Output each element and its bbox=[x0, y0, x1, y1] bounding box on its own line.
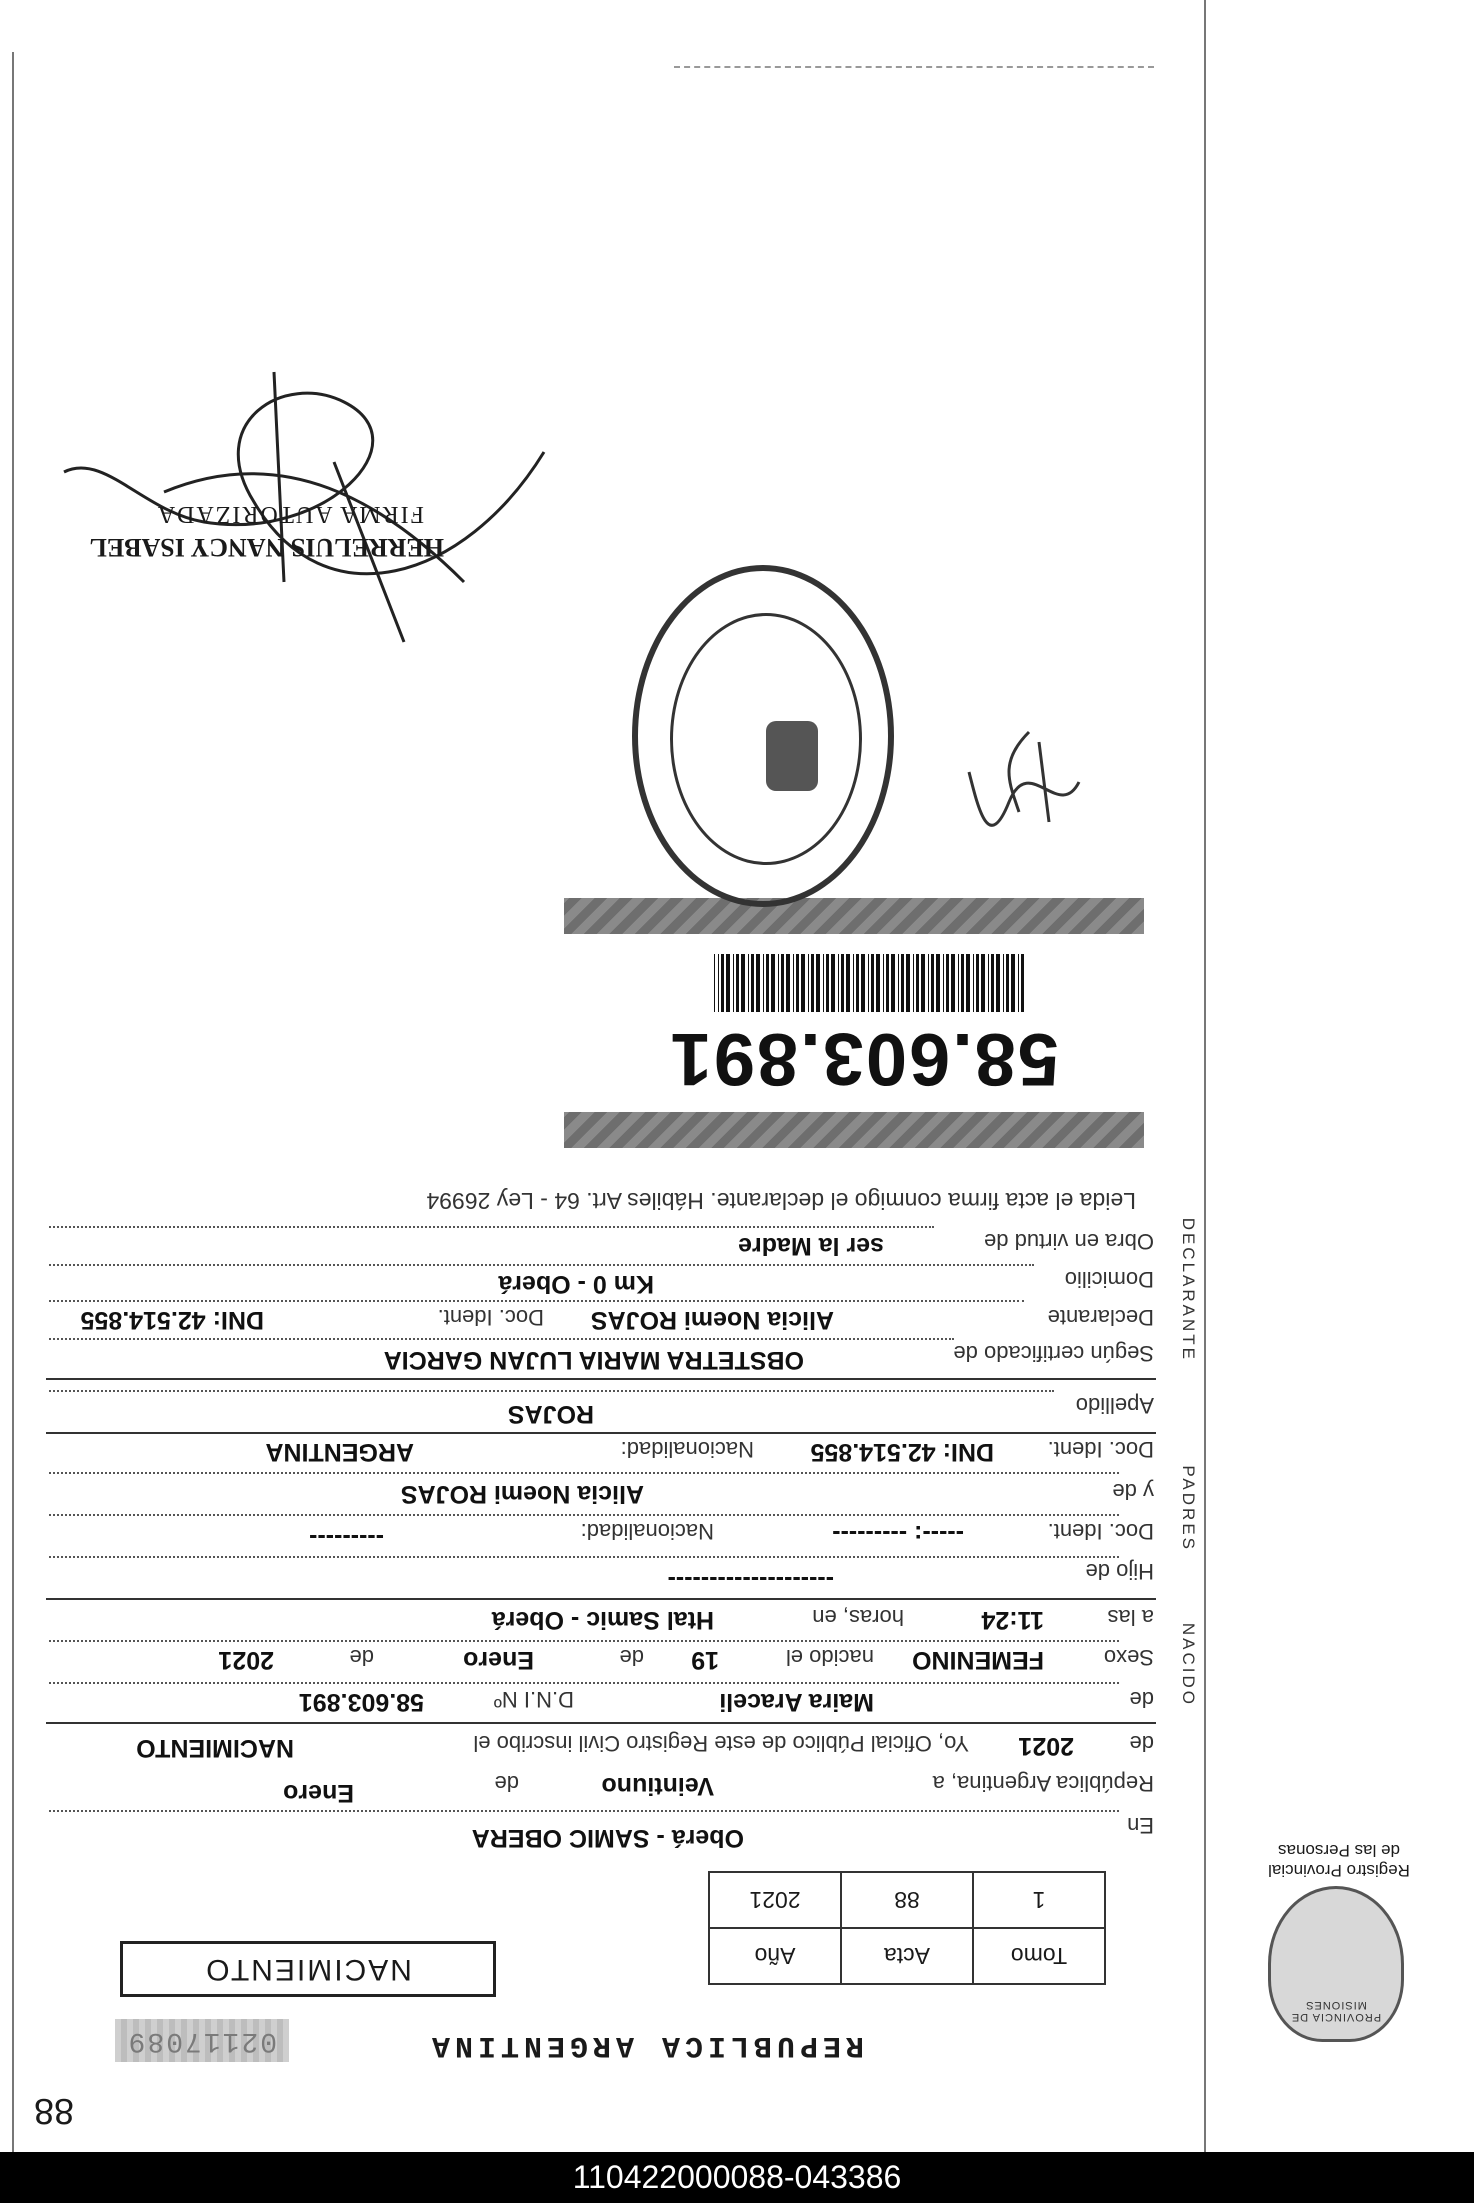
apellido-label: Apellido bbox=[1075, 1393, 1154, 1418]
y-de-label: y de bbox=[1112, 1479, 1154, 1504]
de-label: de bbox=[619, 1645, 644, 1670]
closing-text: Leida el acta firma conmigo el declarante. Hábiles Art. 64 - Ley 26994 bbox=[426, 1188, 1136, 1214]
dotted-line bbox=[49, 1514, 1119, 1516]
a-las-label: a las bbox=[1107, 1605, 1154, 1630]
de-label: de bbox=[349, 1645, 374, 1670]
nacionalidad-label: Nacionalidad: bbox=[580, 1519, 714, 1544]
domicilio-label: Domicilio bbox=[1064, 1267, 1154, 1292]
domicilio-value: Km 0 - Oberá bbox=[498, 1270, 654, 1298]
book-table bbox=[708, 1871, 1106, 1985]
apellido-value: ROJAS bbox=[507, 1400, 594, 1428]
father-name: -------------------- bbox=[667, 1566, 834, 1594]
dotted-line bbox=[49, 1338, 954, 1340]
table-cell: 88 bbox=[841, 1872, 973, 1928]
dni-band-top bbox=[564, 1112, 1144, 1148]
table-row bbox=[709, 1872, 1105, 1928]
declarante-name: Alicia Noemi ROJAS bbox=[590, 1306, 834, 1334]
birth-month: Enero bbox=[463, 1646, 534, 1674]
year-value: 2021 bbox=[1018, 1732, 1074, 1760]
dotted-line bbox=[49, 1556, 1119, 1558]
act-type-box: NACIMIENTO bbox=[120, 1941, 496, 1997]
dotted-line bbox=[49, 1300, 1024, 1302]
emblem-text: PROVINCIA DE MISIONES bbox=[1290, 1999, 1382, 2023]
dotted-line bbox=[49, 1640, 1119, 1642]
sexo-label: Sexo bbox=[1103, 1645, 1154, 1670]
father-nationality: --------- bbox=[309, 1524, 384, 1552]
initials-signature bbox=[959, 722, 1089, 842]
birth-place: Htal Samic - Oberá bbox=[491, 1606, 714, 1634]
mother-nationality: ARGENTINA bbox=[265, 1438, 414, 1466]
day-words: Veintiuno bbox=[601, 1772, 714, 1800]
child-dni: 58.603.891 bbox=[298, 1688, 424, 1716]
divider bbox=[46, 1722, 1156, 1724]
table-header-row bbox=[709, 1928, 1105, 1984]
dotted-line bbox=[49, 1226, 934, 1228]
table-cell: 1 bbox=[973, 1872, 1105, 1928]
sexo-value: FEMENINO bbox=[912, 1646, 1044, 1674]
birth-time: 11:24 bbox=[981, 1606, 1044, 1634]
de-label: de bbox=[1129, 1687, 1154, 1712]
mother-doc: DNI: 42.514.855 bbox=[810, 1438, 994, 1466]
dni-number: 58.603.891 bbox=[668, 1018, 1059, 1101]
mother-name: Alicia Noemi ROJAS bbox=[400, 1480, 644, 1508]
cert-label: Según certificado de bbox=[953, 1341, 1154, 1366]
obra-value: ser la Madre bbox=[738, 1232, 884, 1260]
dotted-line bbox=[49, 1264, 1034, 1266]
stamp-role: FIRMA AUTORIZADA bbox=[155, 501, 424, 527]
place-value: Oberá - SAMIC OBERA bbox=[471, 1824, 744, 1852]
horas-label: horas, en bbox=[812, 1605, 904, 1630]
month-value: Enero bbox=[283, 1779, 354, 1807]
birth-day: 19 bbox=[691, 1646, 719, 1674]
father-doc: -----: --------- bbox=[832, 1520, 964, 1548]
doc-label: Doc. Ident. bbox=[1047, 1519, 1154, 1544]
footer-code: 110422000088-043386 bbox=[0, 2152, 1474, 2203]
official-seal bbox=[632, 565, 894, 907]
dotted-line bbox=[49, 1810, 1119, 1812]
oficial-text: Yo, Oficial Público de este Registro Civil inscribo el bbox=[473, 1731, 969, 1756]
stamp-name: HERRELUIS NANCY ISABEL bbox=[89, 533, 444, 562]
cert-value: OBSTETRA MARIA LUJAN GARCIA bbox=[383, 1346, 804, 1374]
de-label: de bbox=[1129, 1731, 1154, 1756]
scan-header-marks bbox=[674, 66, 1154, 72]
de-label: de bbox=[494, 1771, 519, 1796]
dni-label: D.N.I Nº bbox=[493, 1687, 574, 1712]
barcode bbox=[714, 954, 1024, 1012]
obra-label: Obra en virtud de bbox=[984, 1229, 1154, 1254]
table-header: Acta bbox=[841, 1928, 973, 1984]
registry-line-2: de las Personas bbox=[1278, 1841, 1400, 1860]
doc-label: Doc. Ident. bbox=[437, 1305, 544, 1330]
section-label-declarante: DECLARANTE bbox=[1179, 1217, 1198, 1362]
hijo-de-label: Hijo de bbox=[1085, 1559, 1154, 1584]
right-margin-line bbox=[12, 52, 14, 2152]
republica-text: República Argentina, a bbox=[932, 1771, 1154, 1796]
doc-label: Doc. Ident. bbox=[1047, 1437, 1154, 1462]
dni-band-bottom bbox=[564, 898, 1144, 934]
serial-number: 02117089 bbox=[115, 2019, 289, 2062]
table-header: Año bbox=[709, 1928, 841, 1984]
divider bbox=[46, 1598, 1156, 1600]
declarante-doc: DNI: 42.514.855 bbox=[80, 1306, 264, 1334]
page-number: 88 bbox=[33, 2091, 74, 2132]
left-margin-line bbox=[1204, 0, 1206, 2152]
table-cell: 2021 bbox=[709, 1872, 841, 1928]
nacido-el-label: nacido el bbox=[785, 1645, 874, 1670]
act-type-value: NACIMIENTO bbox=[136, 1734, 294, 1762]
section-label-padres: PADRES bbox=[1179, 1465, 1198, 1552]
divider bbox=[46, 1378, 1156, 1380]
province-emblem bbox=[1268, 1886, 1404, 2042]
registry-name bbox=[1244, 1840, 1434, 1880]
dotted-line bbox=[49, 1472, 1119, 1474]
table-header: Tomo bbox=[973, 1928, 1105, 1984]
en-label: En bbox=[1127, 1813, 1154, 1838]
divider bbox=[46, 1432, 1156, 1434]
declarante-label: Declarante bbox=[1047, 1305, 1154, 1330]
section-label-nacido: NACIDO bbox=[1179, 1622, 1198, 1707]
registry-line-1: Registro Provincial bbox=[1268, 1861, 1410, 1880]
child-name: Maira Araceli bbox=[719, 1688, 874, 1716]
dotted-line bbox=[49, 1682, 1119, 1684]
country-title: REPUBLICA ARGENTINA bbox=[426, 2028, 864, 2062]
birth-year: 2021 bbox=[218, 1646, 274, 1674]
nacionalidad-label: Nacionalidad: bbox=[620, 1437, 754, 1462]
seal-emblem bbox=[766, 721, 818, 791]
dotted-line bbox=[49, 1390, 1054, 1392]
